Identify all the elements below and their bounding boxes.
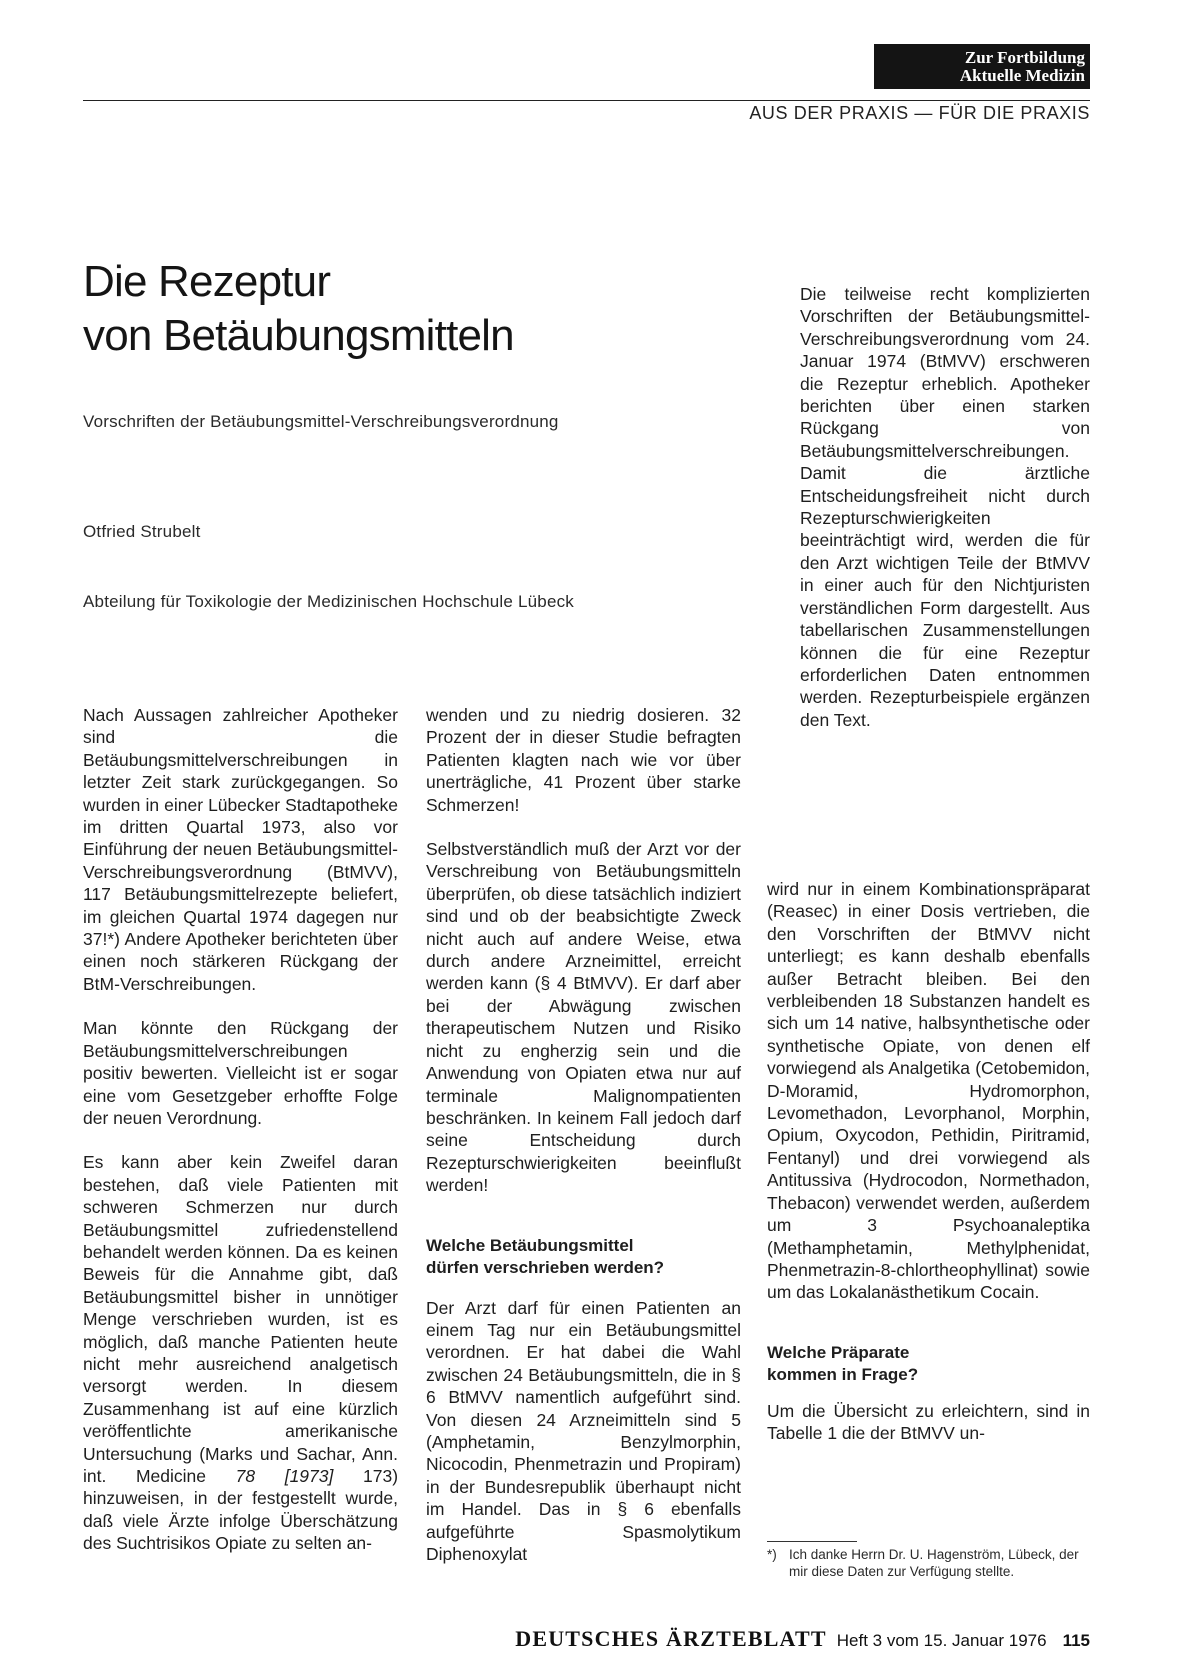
section-heading-drugs bbox=[426, 1235, 741, 1279]
badge-line-1: Zur Fortbildung bbox=[964, 48, 1085, 67]
text-column-1 bbox=[83, 704, 398, 1577]
page-footer bbox=[515, 1626, 1090, 1652]
badge-line-2: Aktuelle Medizin bbox=[959, 66, 1085, 85]
heading-line: dürfen verschrieben werden? bbox=[426, 1257, 665, 1277]
abstract-text: Die teilweise recht komplizierten Vorschriften der Betäubungsmittel-Verschreibungsverordnung vom 24. Januar 1974 (BtMVV) erschweren die Rezeptur erheblich. Apotheker berichten über einen starken Rückgang von Betäubungsmittelverschreibungen. Damit die ärztliche Entscheidungsfreiheit nicht durch Rezepturschwierigkeiten beeinträchtigt wird, werden die für den Arzt wichtigen Teile der BtMVV in einer auch für den Nichtjuristen verständlichen Form dargestellt. Aus tabellarischen Zusammenstellungen können die für eine Rezeptur erforderlichen Daten entnommen werden. Rezepturbeispiele ergänzen den Text. bbox=[800, 284, 1090, 730]
citation-volume: 78 [1973] bbox=[235, 1466, 334, 1486]
paragraph: Selbstverständlich muß der Arzt vor der Verschreibung von Betäubungsmitteln überprüfen, ob diese tatsächlich indiziert sind und ob der beabsichtigte Zweck nicht auch auf andere Weise, etwa durch andere Arzneimittel, erreicht werden kann (§ 4 BtMVV). Er darf aber bei der Abwägung zwischen therapeutischem Nutzen und Risiko nicht zu engherzig sein und die Anwendung von Opiaten etwa nur auf terminale Malignompatienten beschränken. In keinem Fall jedoch darf seine Entscheidung durch Rezepturschwierigkeiten beeinflußt werden! bbox=[426, 839, 741, 1196]
header-rule bbox=[83, 100, 1090, 101]
paragraph: wenden und zu niedrig dosieren. 32 Prozent der in dieser Studie befragten Patienten klagten nach wie vor über unerträgliche, 41 Prozent über starke Schmerzen! bbox=[426, 705, 741, 815]
heading-line: Welche Betäubungsmittel bbox=[426, 1235, 634, 1255]
section-heading: AUS DER PRAXIS — FÜR DIE PRAXIS bbox=[749, 103, 1090, 123]
paragraph: Um die Übersicht zu erleichtern, sind in Tabelle 1 die der BtMVV un- bbox=[767, 1400, 1090, 1444]
text-column-2 bbox=[426, 704, 741, 1587]
heading-line: kommen in Frage? bbox=[767, 1364, 919, 1384]
section-badge bbox=[874, 44, 1090, 89]
paragraph: wird nur in einem Kombinationspräparat (Reasec) in einer Dosis vertrieben, die den Vorschriften der BtMVV nicht unterliegt; es kann deshalb ebenfalls außer Betracht bleiben. Bei den verbleibenden 18 Substanzen handelt es sich um 14 native, halbsynthetische oder synthetische Opiate, von denen elf vorwiegend als Analgetika (Cetobemidon, D-Moramid, Hydromorphon, Levomethadon, Levorphanol, Morphin, Opium, Oxycodon, Pethidin, Piritramid, Fentanyl) und drei vorwiegend als Antitussiva (Hydrocodon, Normethadon, Thebacon) verwendet werden, außerdem um 3 Psychoanaleptika (Methamphetamin, Methylphenidat, Phenmetrazin-8-chlortheophyllinat) sowie um das Lokalanästhetikum Cocain. bbox=[767, 879, 1090, 1303]
title-line-2: von Betäubungsmitteln bbox=[83, 311, 514, 360]
heading-line: Welche Präparate bbox=[767, 1342, 910, 1362]
journal-name: DEUTSCHES ÄRZTEBLATT bbox=[515, 1626, 827, 1651]
footnote bbox=[767, 1546, 1090, 1580]
paragraph bbox=[83, 1151, 398, 1554]
paragraph: Nach Aussagen zahlreicher Apotheker sind die Betäubungsmittelverschreibungen in letzter Zeit stark zurückgegangen. So wurden in einer Lübecker Stadtapotheke im dritten Quartal 1973, also vor Einführung der neuen Betäubungsmittel-Verschreibungsverordnung (BtMVV), 117 Betäubungsmittelrezepte beliefert, im gleichen Quartal 1974 dagegen nur 37!*) Andere Apotheker berichteten über einen noch stärkeren Rückgang der BtM-Verschreibungen. bbox=[83, 705, 398, 994]
text-column-3 bbox=[767, 878, 1090, 1467]
footnote-rule bbox=[767, 1541, 857, 1542]
issue-info: Heft 3 vom 15. Januar 1976 bbox=[836, 1631, 1047, 1650]
paragraph-text: Es kann aber kein Zweifel daran bestehen, daß viele Patienten mit schweren Schmerzen nur durch Betäubungsmittel zufriedenstellend behandelt werden können. Da es keinen Beweis für die Annahme gibt, daß Betäubungsmittel bisher in unnötiger Menge verschrieben wurden, ist es möglich, daß manche Patienten heute nicht mehr ausreichend analgetisch versorgt werden. In diesem Zusammenhang ist auf eine kürzlich veröffentlichte amerikanische Untersuchung (Marks und Sachar, Ann. int. Medicine bbox=[83, 1152, 398, 1486]
title-line-1: Die Rezeptur bbox=[83, 257, 331, 306]
page-number: 115 bbox=[1062, 1631, 1090, 1650]
paragraph: Der Arzt darf für einen Patienten an einem Tag nur ein Betäubungsmittel verordnen. Er hat dabei die Wahl zwischen 24 Betäubungsmitteln, die in § 6 BtMVV namentlich aufgeführt sind. Von diesen 24 Arzneimitteln sind 5 (Amphetamin, Benzylmorphin, Nicocodin, Phenmetrazin und Propiram) in der Bundesrepublik überhaupt nicht im Handel. Das in § 6 ebenfalls aufgeführte Spasmolytikum Diphenoxylat bbox=[426, 1297, 741, 1564]
section-heading-preparations bbox=[767, 1342, 1090, 1386]
footnote-mark: *) bbox=[767, 1547, 777, 1562]
article-affiliation: Abteilung für Toxikologie der Medizinischen Hochschule Lübeck bbox=[83, 592, 574, 611]
article-author: Otfried Strubelt bbox=[83, 522, 201, 541]
article-title bbox=[83, 255, 514, 363]
footnote-text: Ich danke Herrn Dr. U. Hagenström, Lübeck, der mir diese Daten zur Verfügung stellte. bbox=[789, 1547, 1079, 1579]
abstract bbox=[800, 283, 1090, 753]
paragraph-text: 173) hinzuweisen, in der festgestellt wurde, daß viele Ärzte infolge Überschätzung des Suchtrisikos Opiate zu selten an- bbox=[83, 1466, 399, 1554]
paragraph: Man könnte den Rückgang der Betäubungsmittelverschreibungen positiv bewerten. Vielleicht ist er sogar eine vom Gesetzgeber erhoffte Folge der neuen Verordnung. bbox=[83, 1018, 398, 1128]
article-subtitle: Vorschriften der Betäubungsmittel-Verschreibungsverordnung bbox=[83, 412, 559, 431]
